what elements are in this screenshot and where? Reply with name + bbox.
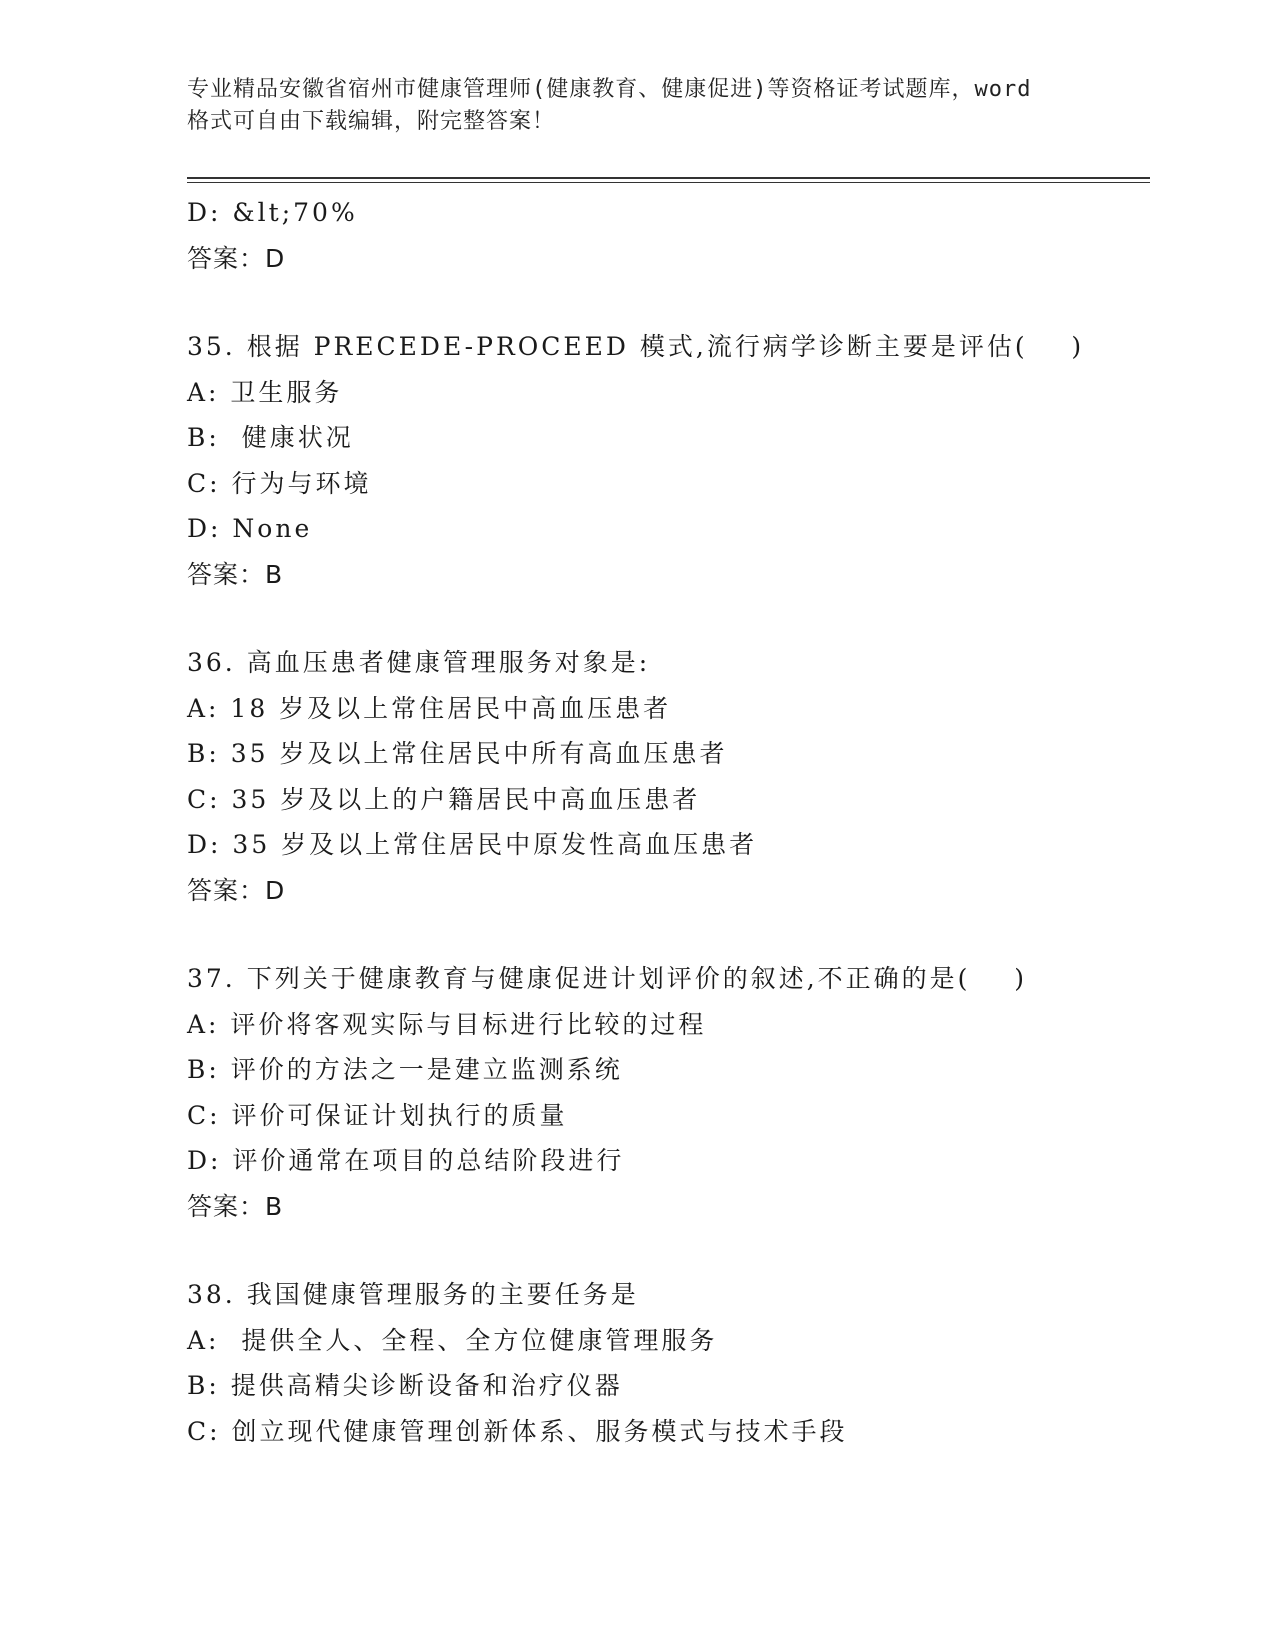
header-line-1: 专业精品安徽省宿州市健康管理师(健康教育、健康促进)等资格证考试题库，word [187,77,1032,102]
option-b: B: 提供高精尖诊断设备和治疗仪器 [187,1371,623,1400]
question-stem: 38. 我国健康管理服务的主要任务是 [187,1280,639,1309]
question-38 [187,1272,1147,1454]
question-list [187,190,1147,1454]
header-line-2: 格式可自由下载编辑，附完整答案！ [187,109,556,134]
answer-label: 答案：B [187,1191,284,1221]
option-c: C: 评价可保证计划执行的质量 [187,1100,568,1130]
option-d: D: 35 岁及以上常住居民中原发性高血压患者 [187,830,758,859]
question-35 [187,324,1147,597]
option-a: A: 提供全人、全程、全方位健康管理服务 [187,1325,718,1355]
option-d: D: None [187,514,313,543]
header-divider-thin [187,182,1150,183]
header-divider-thick [187,177,1150,179]
question-36 [187,640,1147,913]
option-a: A: 评价将客观实际与目标进行比较的过程 [187,1009,707,1039]
option-c: C: 创立现代健康管理创新体系、服务模式与技术手段 [187,1416,848,1446]
answer-label: 答案：D [187,875,286,905]
option-c: C: 35 岁及以上的户籍居民中高血压患者 [187,784,701,814]
question-37 [187,956,1147,1229]
question-stem: 37. 下列关于健康教育与健康促进计划评价的叙述,不正确的是( ) [187,964,1027,993]
option-b: B: 健康状况 [187,423,354,452]
answer-label: 答案：B [187,559,284,589]
option-d: D: 评价通常在项目的总结阶段进行 [187,1146,625,1175]
question-34-tail [187,190,1147,281]
question-stem: 36. 高血压患者健康管理服务对象是: [187,648,651,677]
option-a: A: 卫生服务 [187,377,343,407]
page-header [187,74,1087,138]
option-b: B: 评价的方法之一是建立监测系统 [187,1055,623,1084]
option-b: B: 35 岁及以上常住居民中所有高血压患者 [187,739,728,768]
question-stem: 35. 根据 PRECEDE-PROCEED 模式,流行病学诊断主要是评估( ) [187,332,1085,361]
answer-label: 答案：D [187,243,286,273]
option-d: D: &lt;70% [187,198,358,227]
option-a: A: 18 岁及以上常住居民中高血压患者 [187,693,672,723]
option-c: C: 行为与环境 [187,468,372,498]
